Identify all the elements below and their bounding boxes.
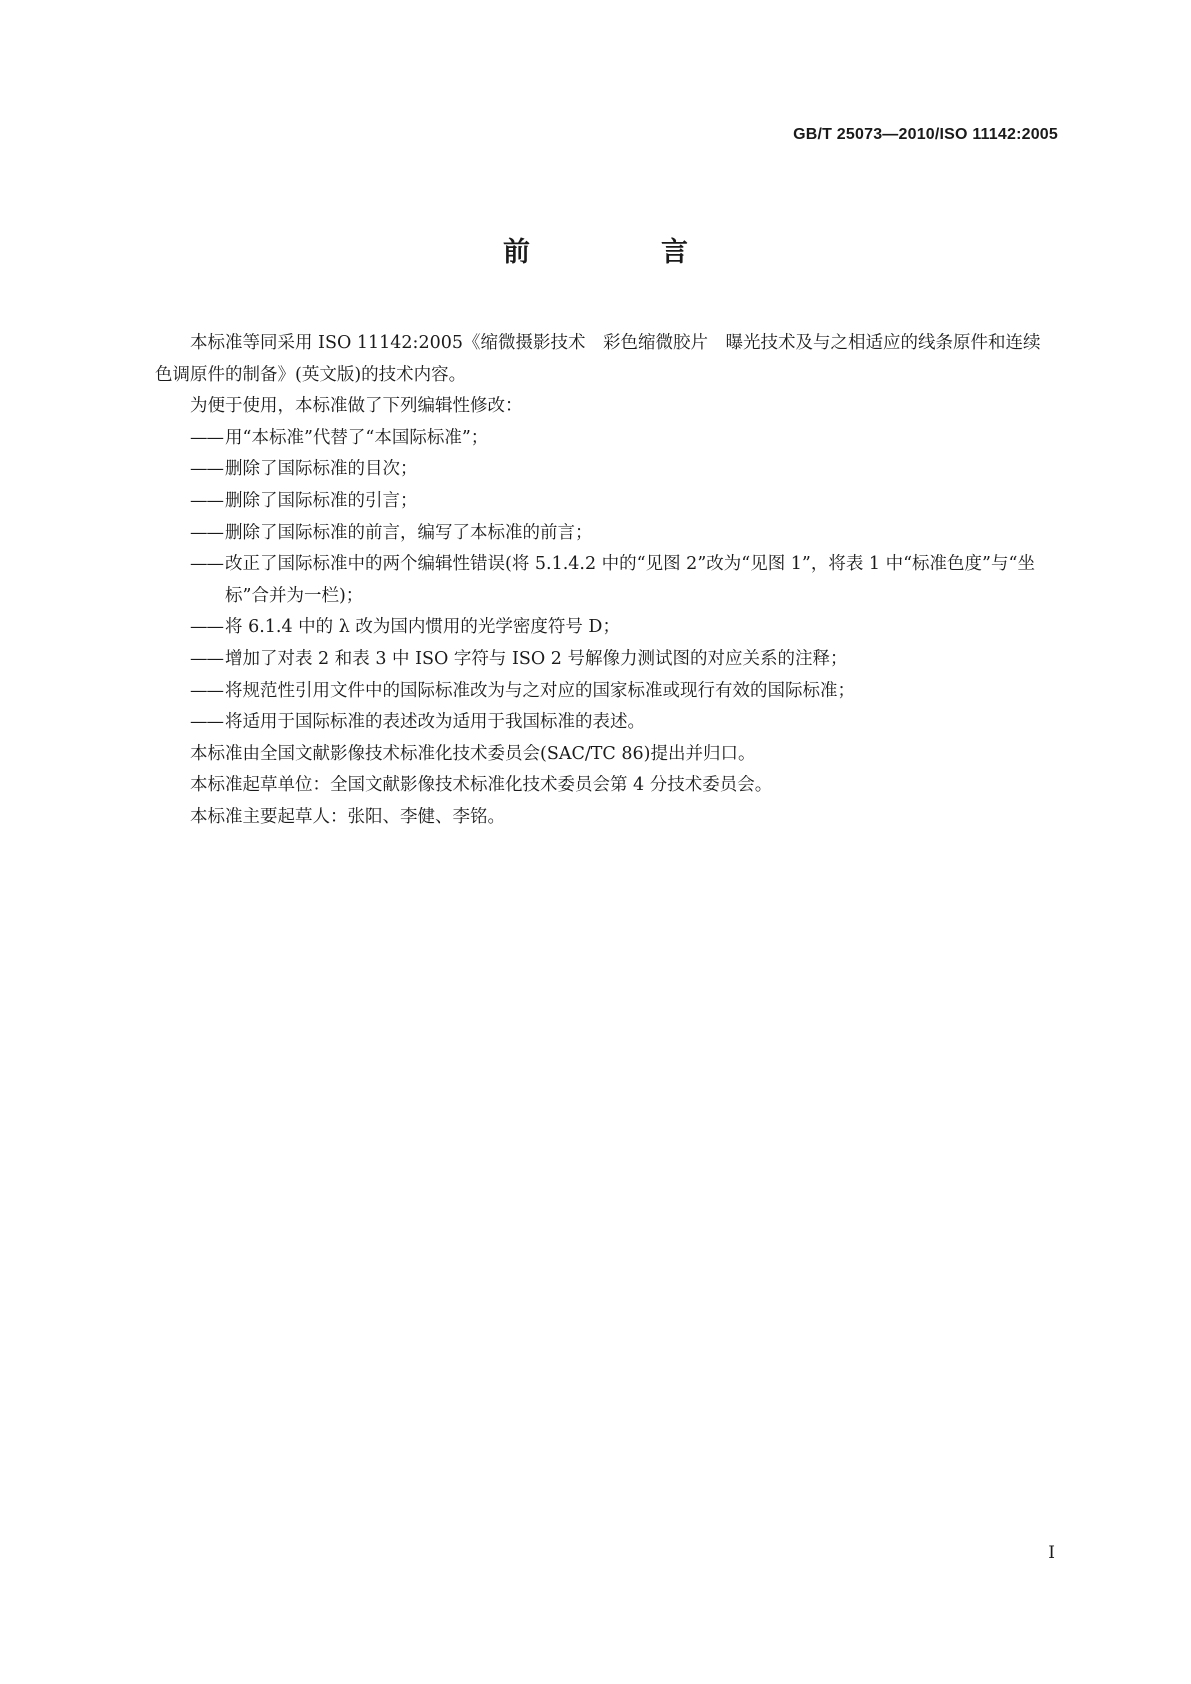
- edit-item-text: 删除了国际标准的引言；: [225, 490, 418, 511]
- edit-item: [155, 707, 1055, 739]
- dash-mark: ——: [190, 680, 223, 701]
- dash-mark: ——: [190, 522, 223, 543]
- edit-item: [155, 454, 1055, 486]
- standard-code-header: GB/T 25073—2010/ISO 11142:2005: [793, 126, 1058, 143]
- dash-mark: ——: [190, 648, 223, 669]
- drafting-unit-paragraph: 本标准起草单位：全国文献影像技术标准化技术委员会第 4 分技术委员会。: [190, 775, 773, 796]
- dash-mark: ——: [190, 712, 223, 733]
- edits-intro: 为便于使用，本标准做了下列编辑性修改：: [190, 396, 523, 417]
- dash-mark: ——: [190, 554, 223, 575]
- drafters-paragraph: 本标准主要起草人：张阳、李健、李铭。: [190, 806, 505, 827]
- intro-paragraph: 本标准等同采用 ISO 11142:2005《缩微摄影技术 彩色缩微胶片 曝光技术及与之相适应的线条原件和连续色调原件的制备》(英文版)的技术内容。: [155, 333, 1041, 385]
- edit-item-text: 将 6.1.4 中的 λ 改为国内惯用的光学密度符号 D；: [225, 617, 620, 638]
- dash-mark: ——: [190, 617, 223, 638]
- page-title: 前 言: [503, 237, 740, 268]
- dash-mark: ——: [190, 427, 223, 448]
- dash-mark: ——: [190, 490, 223, 511]
- edit-item: [155, 676, 1055, 708]
- edit-item-text: 增加了对表 2 和表 3 中 ISO 字符与 ISO 2 号解像力测试图的对应关系的注释；: [225, 648, 848, 669]
- page-number: I: [1048, 1543, 1055, 1563]
- edit-item-text: 将适用于国际标准的表述改为适用于我国标准的表述。: [225, 712, 645, 733]
- edit-item: [155, 518, 1055, 550]
- edit-item-text: 改正了国际标准中的两个编辑性错误(将 5.1.4.2 中的“见图 2”改为“见图 1”，将表 1 中“标准色度”与“坐标”合并为一栏)；: [225, 554, 1035, 606]
- dash-mark: ——: [190, 459, 223, 480]
- edit-item: [155, 612, 1055, 644]
- edit-item: [155, 644, 1055, 676]
- document-body: [155, 328, 1055, 834]
- edit-item-text: 删除了国际标准的前言，编写了本标准的前言；: [225, 522, 593, 543]
- edit-item: [155, 486, 1055, 518]
- edit-item: [155, 423, 1055, 455]
- edit-item: [155, 549, 1055, 612]
- edit-item-text: 将规范性引用文件中的国际标准改为与之对应的国家标准或现行有效的国际标准；: [225, 680, 855, 701]
- edit-item-text: 删除了国际标准的目次；: [225, 459, 418, 480]
- proposer-paragraph: 本标准由全国文献影像技术标准化技术委员会(SAC/TC 86)提出并归口。: [190, 743, 756, 764]
- edit-item-text: 用“本标准”代替了“本国际标准”；: [225, 427, 489, 448]
